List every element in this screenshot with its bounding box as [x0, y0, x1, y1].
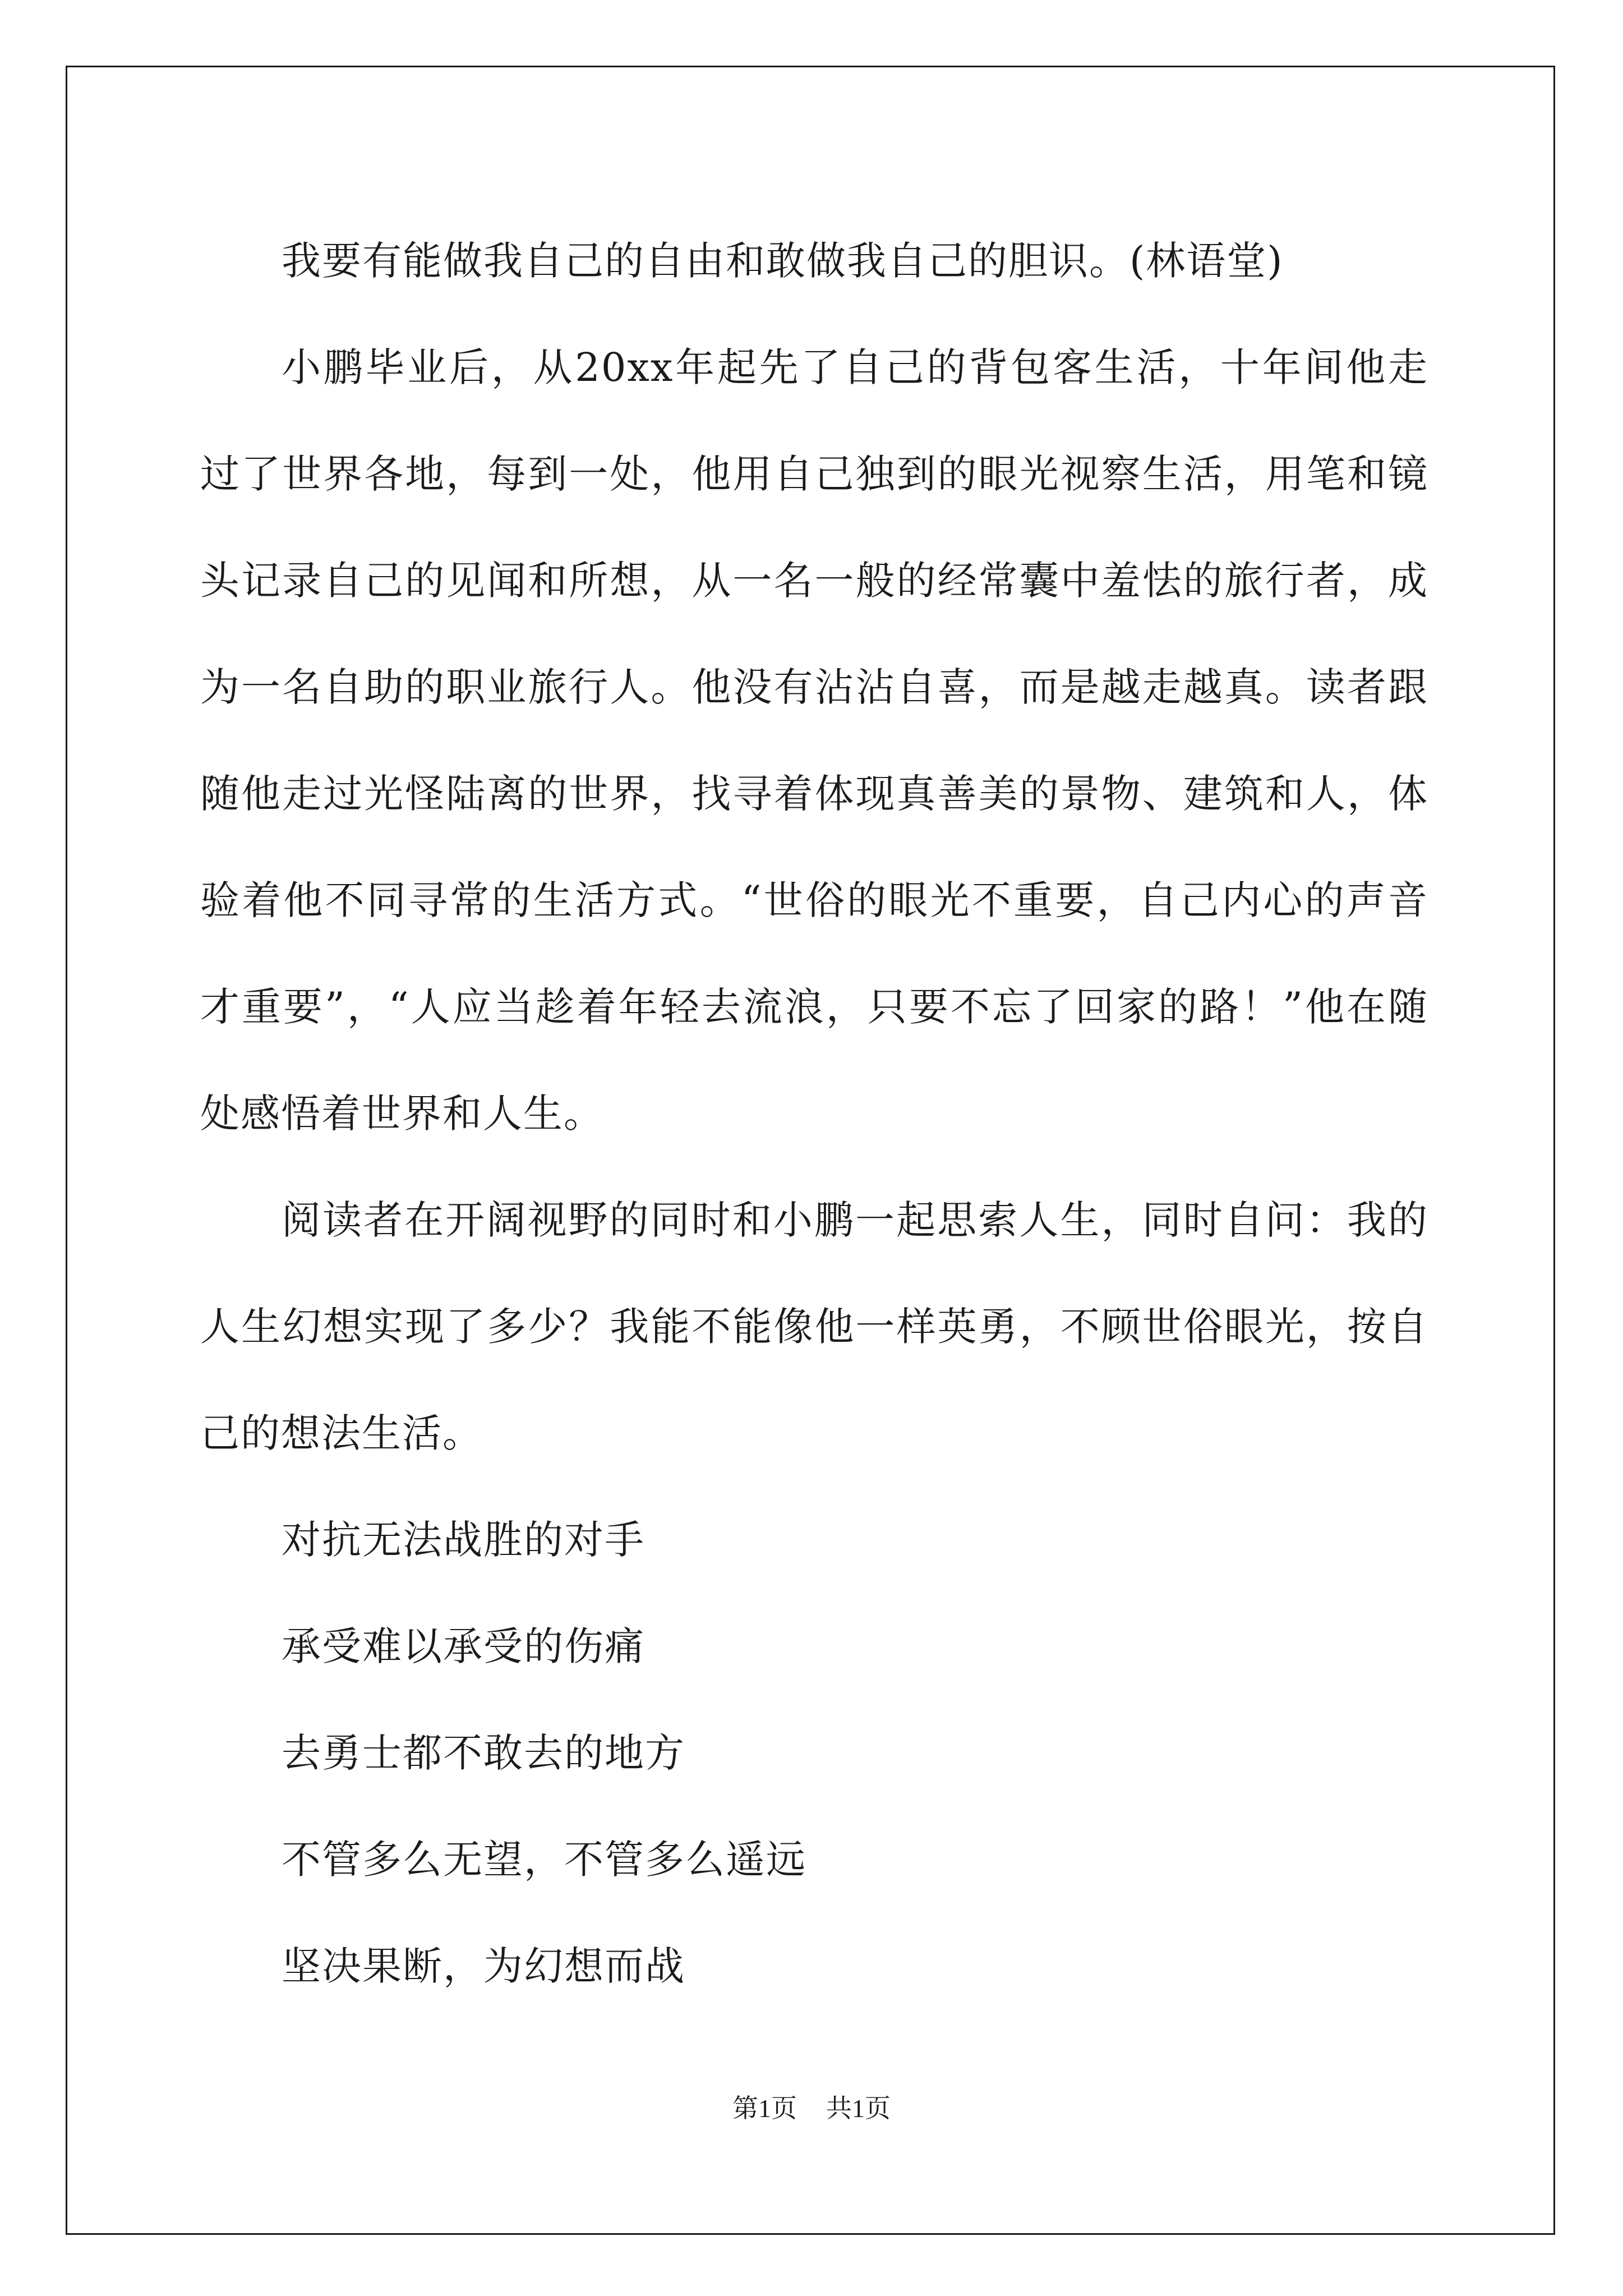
page-footer [0, 2088, 1623, 2125]
poem-line-1: 对抗无法战胜的对手 [282, 1517, 645, 1563]
poem-line-4: 不管多么无望，不管多么遥远 [282, 1837, 806, 1883]
document-body [200, 208, 1428, 2019]
paragraph-quote: 我要有能做我自己的自由和敢做我自己的胆识。(林语堂) [282, 238, 1284, 284]
poem-line-3: 去勇士都不敢去的地方 [282, 1730, 685, 1776]
paragraph-reader-reflection: 阅读者在开阔视野的同时和小鹏一起思索人生，同时自问：我的人生幻想实现了多少？我能不能像他一样英勇，不顾世俗眼光，按自己的想法生活。 [200, 1197, 1428, 1456]
page-number-current: 第1页 [732, 2094, 797, 2123]
page-number-total: 共1页 [826, 2094, 891, 2123]
poem-line-5: 坚决果断，为幻想而战 [282, 1943, 685, 1989]
paragraph-xiaopeng-story: 小鹏毕业后，从20xx年起先了自己的背包客生活，十年间他走过了世界各地，每到一处，他用自己独到的眼光视察生活，用笔和镜头记录自己的见闻和所想，从一名一般的经常囊中羞怯的旅行者，成为一名自助的职业旅行人。他没有沾沾自喜，而是越走越真。读者跟随他走过光怪陆离的世界，找寻着体现真善美的景物、建筑和人，体验着他不同寻常的生活方式。“世俗的眼光不重要，自己内心的声音才重要”，“人应当趁着年轻去流浪，只要不忘了回家的路！”他在随处感悟着世界和人生。 [200, 344, 1428, 1137]
poem-line-2: 承受难以承受的伤痛 [282, 1623, 645, 1669]
